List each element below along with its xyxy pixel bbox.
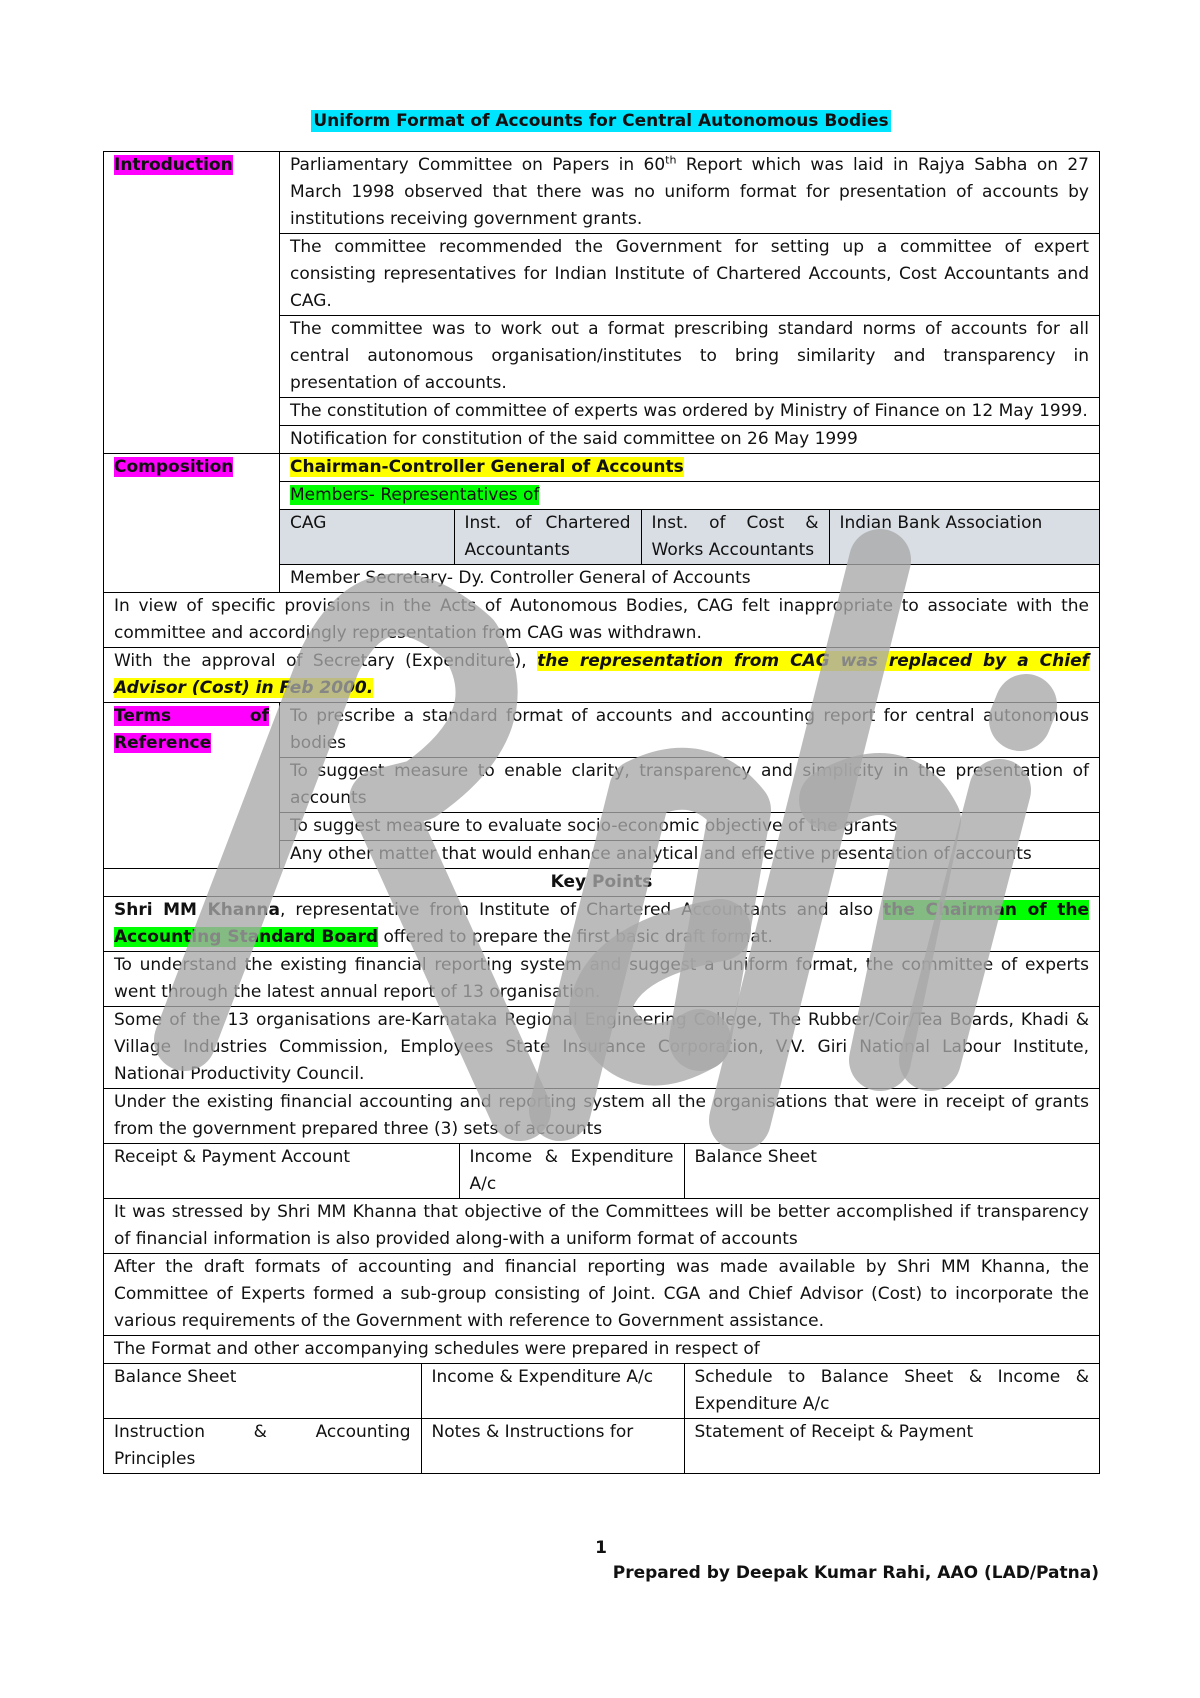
body-icwa: Inst. of Cost & Works Accountants xyxy=(641,510,829,564)
intro-text-5: Notification for constitution of the said committee on 26 May 1999 xyxy=(280,426,1100,454)
stressed-text: It was stressed by Shri MM Khanna that objective of the Committees will be better accomplished if transparency of financial information is also provided along-with a uniform format of accounts xyxy=(104,1199,1100,1254)
format-instruction: Instruction & Accounting Principles xyxy=(104,1419,421,1474)
secretary-text: Member Secretary- Dy. Controller General of Accounts xyxy=(280,565,1100,593)
intro-row-1 xyxy=(104,152,1100,234)
members-text: Members- Representatives of xyxy=(290,485,540,505)
terms-text-1: To prescribe a standard format of accounts and accounting report for central autonomous bodies xyxy=(280,703,1100,758)
body-cag: CAG xyxy=(280,510,454,564)
formats-table xyxy=(104,1364,1099,1473)
bodies-cell xyxy=(280,510,1100,565)
formats-cell xyxy=(104,1364,1100,1474)
set-income-expenditure: Income & Expenditure A/c xyxy=(459,1144,684,1198)
prepared-by: Prepared by Deepak Kumar Rahi, AAO (LAD/Patna) xyxy=(612,1563,1099,1583)
khanna-cell: Shri MM Khanna, representative from Institute of Chartered Accountants and also the Chairman of the Accounting Standard Board offered to prepare the first basic draft format. xyxy=(104,897,1100,952)
composition-label: Composition xyxy=(114,457,234,477)
main-table xyxy=(103,151,1100,1474)
body-icai: Inst. of Chartered Accountants xyxy=(454,510,641,564)
members-cell xyxy=(280,482,1100,510)
intro-text-2: The committee recommended the Government for setting up a committee of expert consisting representatives for Indian Institute of Chartered Accounts, Cost Accountants and CAG. xyxy=(280,234,1100,316)
key-points-heading: Key Points xyxy=(104,869,1100,897)
existing-text: Under the existing financial accounting and reporting system all the organisations that were in receipt of grants from the government prepared three (3) sets of accounts xyxy=(104,1089,1100,1144)
three-sets-cell xyxy=(104,1144,1100,1199)
three-sets-table xyxy=(104,1144,1099,1198)
cag-withdrawn-text: In view of specific provisions in the Acts of Autonomous Bodies, CAG felt inappropriate to associate with the committee and accordingly representation from CAG was withdrawn. xyxy=(104,593,1100,648)
composition-label-cell xyxy=(104,454,280,593)
intro-label-cell xyxy=(104,152,280,454)
format-statement: Statement of Receipt & Payment xyxy=(694,1422,974,1442)
approval-cell xyxy=(104,648,1100,703)
format-notes: Notes & Instructions for xyxy=(421,1419,684,1474)
understand-text: To understand the existing financial reporting system and suggest a uniform format, the committee of experts went through the latest annual report of 13 organisation. xyxy=(104,952,1100,1007)
khanna-name: Shri MM Khanna xyxy=(114,900,280,920)
approval-highlight: the representation from CAG was replaced by a Chief Advisor (Cost) in Feb 2000. xyxy=(114,651,1090,698)
page-number: 1 xyxy=(595,1538,607,1558)
intro-label: Introduction xyxy=(114,155,233,175)
bodies-table xyxy=(280,510,1099,564)
set-receipt-payment: Receipt & Payment Account xyxy=(104,1144,459,1198)
intro-text-1: Parliamentary Committee on Papers in 60th Report which was laid in Rajya Sabha on 27 March 1998 observed that there was no uniform format for presentation of accounts by institutions receiving government grants. xyxy=(280,152,1100,234)
terms-text-4: Any other matter that would enhance analytical and effective presentation of accounts xyxy=(280,841,1100,869)
chairman-cell xyxy=(280,454,1100,482)
format-schedule: Schedule to Balance Sheet & Income & Expenditure A/c xyxy=(684,1364,1099,1419)
formats-intro-text: The Format and other accompanying schedules were prepared in respect of xyxy=(104,1336,1100,1364)
subgroup-text: After the draft formats of accounting and financial reporting was made available by Shri MM Khanna, the Committee of Experts formed a sub-group consisting of Joint. CGA and Chief Advisor (Cost) to incorporate the various requirements of the Government with reference to Government assistance. xyxy=(104,1254,1100,1336)
terms-label-cell xyxy=(104,703,280,869)
terms-text-2: To suggest measure to enable clarity, transparency and simplicity in the presentation of accounts xyxy=(280,758,1100,813)
orgs-text: Some of the 13 organisations are-Karnataka Regional Engineering College, The Rubber/Coir/Tea Boards, Khadi & Village Industries Commission, Employees State Insurance Corporation, V.V. Giri National Labour Institute, National Productivity Council. xyxy=(104,1007,1100,1089)
format-balance-sheet: Balance Sheet xyxy=(104,1364,421,1419)
document-title xyxy=(103,111,1099,131)
approval-text: With the approval of Secretary (Expenditure), xyxy=(114,651,538,671)
title-text: Uniform Format of Accounts for Central Autonomous Bodies xyxy=(313,111,889,131)
body-iba: Indian Bank Association xyxy=(829,510,1099,564)
format-income-expenditure: Income & Expenditure A/c xyxy=(421,1364,684,1419)
intro-text-3: The committee was to work out a format prescribing standard norms of accounts for all central autonomous organisation/institutes to bring similarity and transparency in presentation of accounts. xyxy=(280,316,1100,398)
chairman-text: Chairman-Controller General of Accounts xyxy=(290,457,684,477)
terms-label: Terms of Reference xyxy=(114,706,269,753)
intro-text-4: The constitution of committee of experts was ordered by Ministry of Finance on 12 May 1999. xyxy=(280,398,1100,426)
terms-text-3: To suggest measure to evaluate socio-economic objective of the grants xyxy=(280,813,1100,841)
set-balance-sheet: Balance Sheet xyxy=(694,1147,817,1167)
khanna-highlight: the Chairman of the Accounting Standard Board xyxy=(114,900,1089,947)
